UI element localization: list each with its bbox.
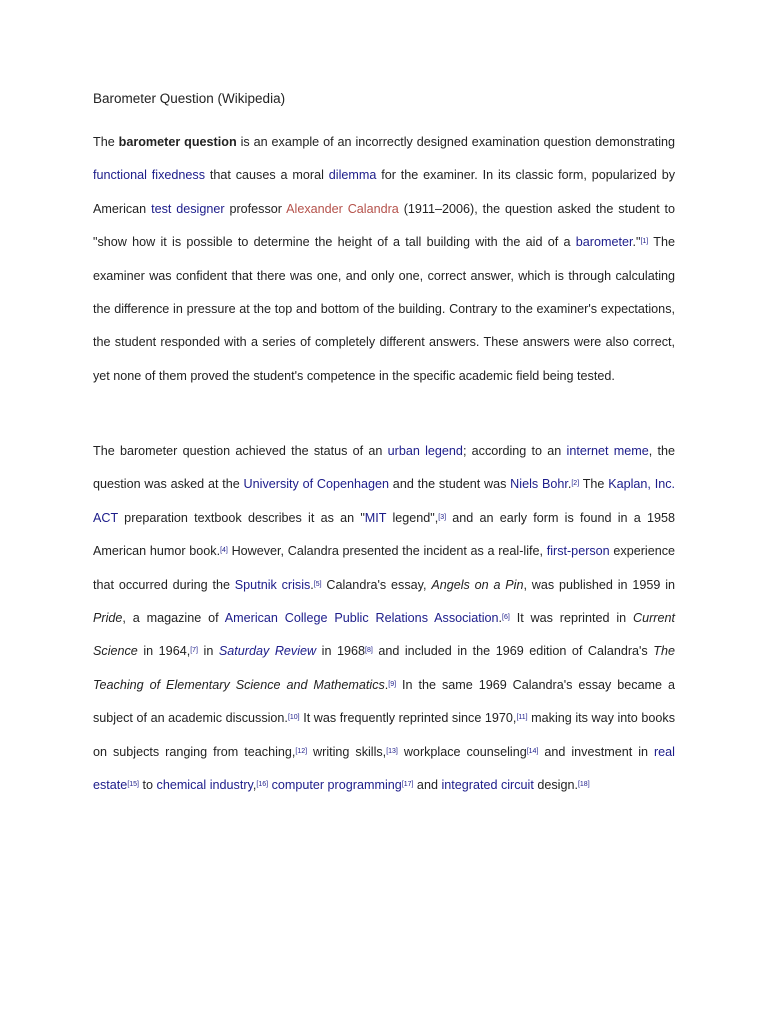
citation-6[interactable]: [6] bbox=[502, 614, 510, 622]
citation-7[interactable]: [7] bbox=[190, 647, 198, 655]
citation-14[interactable]: [14] bbox=[526, 747, 539, 755]
text: ." bbox=[632, 235, 641, 250]
link-urban-legend[interactable]: urban legend bbox=[387, 444, 463, 458]
text: writing skills, bbox=[307, 744, 387, 759]
text: However, Calandra presented the incident as a real-life, bbox=[227, 544, 547, 559]
text: design. bbox=[533, 778, 578, 793]
text: experience that occurred during the bbox=[93, 544, 676, 592]
text: professor bbox=[224, 201, 287, 216]
text: workplace counseling bbox=[397, 744, 527, 759]
link-dilemma[interactable]: dilemma bbox=[328, 168, 377, 183]
link-functional-fixedness[interactable]: functional fixedness bbox=[93, 168, 205, 183]
text: The examiner was confident that there was one, and only one, correct answer, which is through calculating the difference in pressure at the top and bottom of the building. Contrary to the examiner's expectations, the student responded with a series of completely different answers. These answers were also correct, yet none of them proved the student's competence in the specific academic field being tested. bbox=[93, 235, 675, 383]
citation-5[interactable]: [5] bbox=[313, 580, 322, 588]
text: In the same 1969 Calandra's essay became a subject of an academic discussion. bbox=[93, 677, 676, 726]
link-internet-meme[interactable]: internet meme bbox=[566, 444, 649, 458]
text: . bbox=[567, 477, 572, 492]
citation-2[interactable]: [2] bbox=[571, 480, 580, 488]
bold-term: barometer question bbox=[118, 135, 237, 149]
text: , a magazine of bbox=[122, 611, 225, 626]
text: is an example of an incorrectly designed examination question demonstrating bbox=[236, 135, 675, 149]
link-kaplan[interactable]: Kaplan, Inc. bbox=[608, 477, 675, 492]
text: that causes a moral bbox=[205, 168, 329, 183]
citation-16[interactable]: [16] bbox=[256, 781, 269, 789]
citation-4[interactable]: [4] bbox=[220, 547, 228, 555]
link-first-person[interactable]: first-person bbox=[546, 544, 610, 559]
citation-18[interactable]: [18] bbox=[577, 781, 590, 789]
link-mit[interactable]: MIT bbox=[364, 510, 387, 525]
text: in 1968 bbox=[316, 644, 365, 659]
text: . bbox=[498, 611, 503, 626]
text: and the student was bbox=[389, 477, 511, 492]
italic-teaching-book: The Teaching of Elementary Science and Mathematics bbox=[93, 644, 675, 692]
text: ; according to an bbox=[462, 444, 567, 458]
link-barometer[interactable]: barometer bbox=[575, 235, 633, 250]
text: The bbox=[579, 477, 609, 492]
citation-11[interactable]: [11] bbox=[516, 714, 528, 722]
citation-3[interactable]: [3] bbox=[438, 513, 447, 521]
link-real-estate[interactable]: real estate bbox=[93, 744, 675, 793]
text: preparation textbook describes it as an " bbox=[117, 510, 365, 525]
citation-13[interactable]: [13] bbox=[386, 747, 398, 755]
text: and included in the 1969 edition of Calandra's bbox=[372, 644, 654, 659]
text: It was reprinted in bbox=[509, 611, 633, 626]
link-act[interactable]: ACT bbox=[93, 510, 118, 525]
link-saturday-review[interactable]: Saturday Review bbox=[218, 644, 317, 659]
text: Calandra's essay, bbox=[321, 577, 432, 592]
citation-10[interactable]: [10] bbox=[287, 714, 300, 722]
text: , bbox=[252, 778, 257, 793]
italic-current-science: Current Science bbox=[93, 611, 675, 659]
text: , the question was asked at the bbox=[93, 444, 675, 492]
text: The bbox=[93, 135, 119, 149]
text: . bbox=[384, 677, 389, 692]
text: making its way into books on subjects ranging from teaching, bbox=[93, 711, 675, 759]
link-niels-bohr[interactable]: Niels Bohr bbox=[510, 477, 568, 492]
text: . bbox=[310, 577, 314, 592]
italic-angels-on-a-pin: Angels on a Pin bbox=[431, 577, 524, 592]
citation-9[interactable]: [9] bbox=[388, 680, 397, 688]
citation-17[interactable]: [17] bbox=[401, 781, 414, 789]
citation-12[interactable]: [12] bbox=[295, 747, 308, 755]
text: The barometer question achieved the status of an bbox=[93, 444, 388, 458]
text: (1911–2006), the question asked the student to "show how it is possible to determine the height of a tall building with the aid of a bbox=[93, 201, 675, 250]
document-title: Barometer Question (Wikipedia) bbox=[93, 91, 286, 106]
link-test-designer[interactable]: test designer bbox=[151, 201, 225, 216]
link-university-of-copenhagen[interactable]: University of Copenhagen bbox=[243, 477, 390, 492]
text: for the examiner. In its classic form, popularized by American bbox=[93, 168, 675, 216]
text: in bbox=[198, 644, 219, 659]
link-alexander-calandra[interactable]: Alexander Calandra bbox=[286, 201, 399, 216]
text: legend", bbox=[386, 510, 439, 525]
text: in 1964, bbox=[137, 644, 191, 659]
paragraph-1 bbox=[93, 126, 675, 393]
link-computer-programming[interactable]: computer programming bbox=[271, 778, 402, 793]
italic-pride: Pride bbox=[93, 611, 123, 626]
paragraph-2 bbox=[93, 435, 675, 802]
text: to bbox=[139, 778, 157, 793]
text: , was published in 1959 in bbox=[523, 577, 675, 592]
link-chemical-industry[interactable]: chemical industry bbox=[156, 778, 253, 793]
citation-15[interactable]: [15] bbox=[127, 781, 139, 789]
text: It was frequently reprinted since 1970, bbox=[299, 711, 517, 726]
text: and bbox=[413, 778, 442, 793]
link-integrated-circuit[interactable]: integrated circuit bbox=[441, 778, 534, 793]
text: and investment in bbox=[538, 744, 654, 759]
text: and an early form is found in a 1958 American humor book. bbox=[93, 510, 675, 559]
citation-8[interactable]: [8] bbox=[365, 647, 373, 655]
link-acpra[interactable]: American College Public Relations Association bbox=[224, 611, 499, 626]
link-sputnik-crisis[interactable]: Sputnik crisis bbox=[234, 577, 311, 592]
citation-1[interactable]: [1] bbox=[640, 238, 649, 246]
